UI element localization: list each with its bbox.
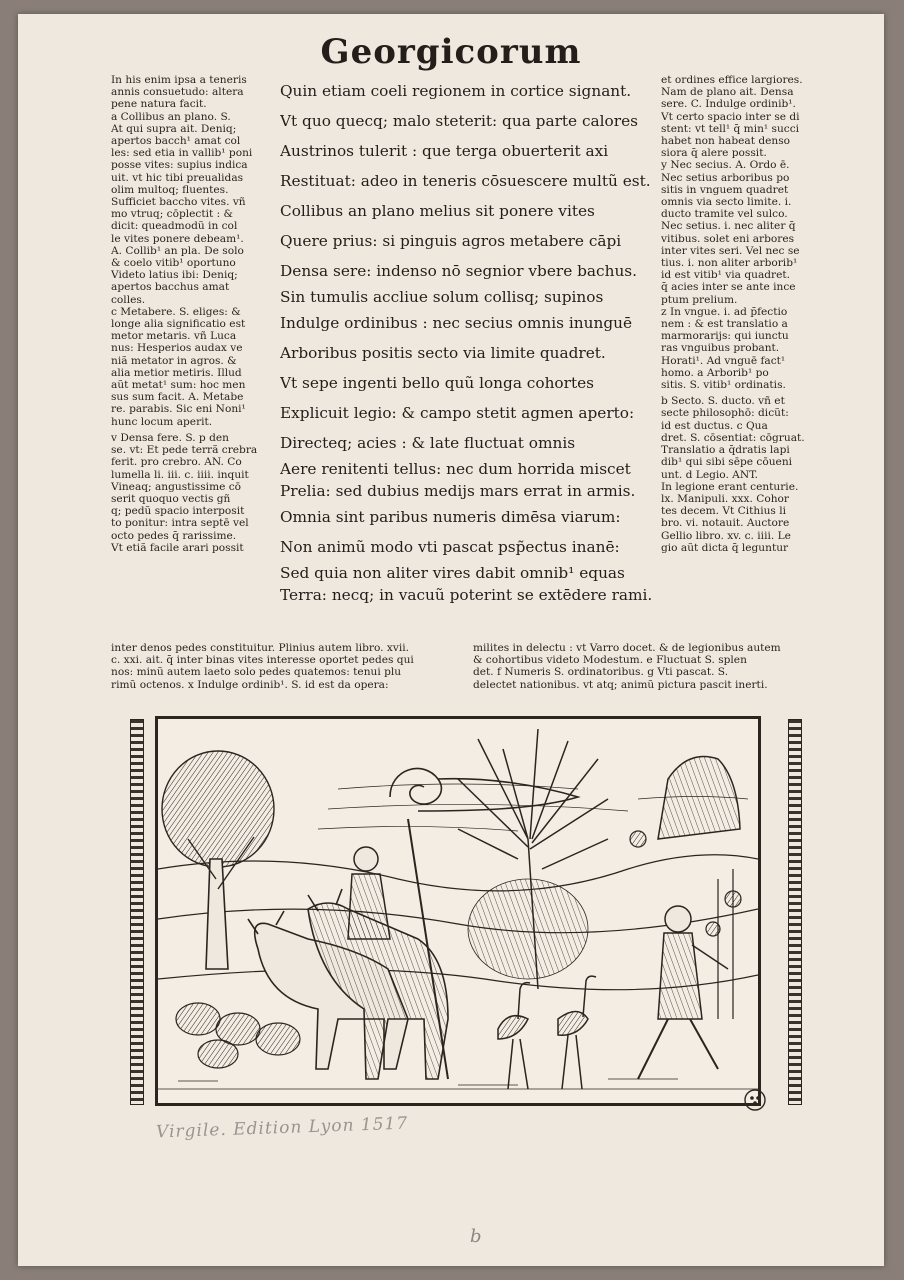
- gloss-line: In legione erant centurie.: [661, 480, 799, 493]
- gloss-line: re. parabis. Sic eni Noni¹: [111, 403, 246, 416]
- left-gloss-column: [111, 74, 269, 554]
- verse-line: Densa sere: indenso nō segnior vbere bachus.: [280, 262, 638, 280]
- gloss-line: tes decem. Vt Cithius li: [661, 505, 787, 518]
- gloss-line: dicit: queadmodũ in col: [111, 220, 238, 233]
- verse-line: Prelia: sed dubius medijs mars errat in armis.: [280, 482, 636, 500]
- gloss-line: unt. d Legio. ANT.: [661, 468, 758, 481]
- woodcut-illustration: [155, 716, 761, 1106]
- gloss-line: q; pedũ spacio interposit: [111, 505, 245, 518]
- gloss-line: c Metabere. S. eliges: &: [111, 305, 241, 318]
- gloss-line: v Densa fere. S. p den: [111, 431, 229, 444]
- gloss-line: olim multoq; fluentes.: [111, 183, 229, 196]
- gloss-line: & cohortibus videto Modestum. e Fluctuat S. splen: [473, 654, 747, 667]
- gloss-line: c. xxi. ait. q̄ inter binas vites interesse oportet pedes qui: [111, 654, 414, 667]
- gloss-line: Nec setius arboribus po: [661, 171, 790, 184]
- verse-line: Terra: necq; in vacuũ poterint se extēdere rami.: [280, 586, 653, 604]
- verse-line: Quere prius: si pinguis agros metabere cāpi: [280, 232, 622, 250]
- verse-column: [280, 76, 658, 606]
- gloss-line: apertos bacch¹ amat col: [111, 135, 241, 148]
- verse-line: Omnia sint paribus numeris dimēsa viarum:: [280, 508, 621, 526]
- verse-line: Aere renitenti tellus: nec dum horrida miscet: [280, 460, 631, 478]
- gloss-line: octo pedes q̄ rarissime.: [111, 529, 237, 542]
- gloss-line: sitis. S. vitib¹ ordinatis.: [661, 379, 786, 392]
- gloss-line: & coelo vitib¹ oportuno: [111, 257, 236, 270]
- gloss-line: b Secto. S. ducto. vñ et: [661, 395, 785, 408]
- gloss-line: to ponitur: intra septē vel: [111, 517, 249, 530]
- gloss-line: bro. vi. notauit. Auctore: [661, 517, 790, 530]
- gloss-line: sus sum facit. A. Metabe: [111, 391, 244, 404]
- gloss-line: alia metior metiris. Illud: [111, 366, 242, 379]
- gloss-line: hunc locum aperit.: [111, 415, 213, 428]
- verse-line: Collibus an plano melius sit ponere vites: [280, 202, 595, 220]
- pencil-mark: b: [470, 1226, 482, 1247]
- gloss-line: ferit. pro crebro. AN. Co: [111, 456, 242, 469]
- gloss-line: habet non habeat denso: [661, 135, 791, 148]
- gloss-line: posse vites: supius indica: [111, 159, 248, 172]
- verse-line: Vt quo quecq; malo steterit: qua parte calores: [280, 112, 638, 130]
- gloss-line: inter vites seri. Vel nec se: [661, 244, 800, 257]
- verse-line: Explicuit legio: & campo stetit agmen aperto:: [280, 404, 635, 422]
- gloss-line: Horati¹. Ad vnguē fact¹: [661, 354, 786, 367]
- gloss-line: le vites ponere debeam¹.: [111, 232, 244, 245]
- verse-line: Restituat: adeo in teneris cōsuescere multũ est.: [280, 172, 651, 190]
- verse-line: Vt sepe ingenti bello quũ longa cohortes: [280, 374, 594, 392]
- gloss-line: Videto latius ibi: Deniq;: [111, 269, 238, 282]
- gloss-line: siora q̄ alere possit.: [661, 147, 767, 160]
- gloss-line: inter denos pedes constituitur. Plinius autem libro. xvii.: [111, 642, 410, 654]
- pencil-annotation: Virgile. Edition Lyon 1517: [155, 1113, 409, 1143]
- gloss-line: lx. Manipuli. xxx. Cohor: [661, 492, 789, 505]
- right-border-strip: [788, 719, 802, 1105]
- gloss-line: secte philosophō: dicũt:: [661, 407, 789, 420]
- gloss-line: A. Collib¹ an pla. De solo: [111, 244, 244, 257]
- central-plant: [458, 729, 608, 989]
- gloss-line: sitis in vnguem quadret: [661, 183, 789, 196]
- gloss-line: colles.: [111, 293, 146, 306]
- verse-line: Non animũ modo vti pascat psp̃ectus inanē:: [280, 538, 620, 556]
- gloss-line: ducto tramite vel sulco.: [661, 208, 788, 221]
- gloss-line: homo. a Arborib¹ po: [661, 366, 769, 379]
- verse-line: Directeq; acies : & late fluctuat omnis: [280, 434, 576, 452]
- gloss-line: Vineaq; angustissime cō: [111, 480, 242, 493]
- gloss-line: aũt metat¹ sum: hoc men: [111, 379, 246, 392]
- gloss-line: gio aũt dicta q̄ leguntur: [661, 541, 789, 554]
- gloss-line: Nec setius. i. nec aliter q̄: [661, 220, 796, 233]
- gloss-line: Nam de plano ait. Densa: [661, 86, 794, 99]
- verse-line: Sed quia non aliter vires dabit omnib¹ equas: [280, 564, 625, 582]
- verse-line: Quin etiam coeli regionem in cortice signant.: [280, 82, 632, 100]
- gloss-line: ptum prelium.: [661, 293, 738, 306]
- gloss-line: uit. vt hic tibi preualidas: [111, 171, 244, 184]
- gloss-line: q̄ acies inter se ante ince: [661, 281, 796, 294]
- gloss-line: Sufficiet baccho vites. vñ: [111, 196, 246, 209]
- gloss-line: longe alia significatio est: [111, 318, 246, 331]
- verse-line: Sin tumulis accliue solum collisq; supinos: [280, 288, 604, 306]
- gloss-line: y Nec secius. A. Ordo ē.: [661, 159, 790, 172]
- gloss-line: pene natura facit.: [111, 98, 207, 111]
- gloss-line: nem : & est translatio a: [661, 318, 788, 331]
- gloss-line: det. f Numeris S. ordinatoribus. g Vti pascat. S.: [473, 666, 729, 679]
- gloss-line: vitibus. solet eni arbores: [661, 232, 795, 245]
- gloss-line: apertos bacchus amat: [111, 281, 230, 294]
- running-head: Georgicorum: [320, 32, 582, 72]
- left-border-strip: [130, 719, 144, 1105]
- gloss-line: et ordines effice largiores.: [661, 74, 803, 86]
- gloss-line: id est vitib¹ via quadret.: [661, 269, 790, 282]
- book-leaf: [18, 14, 884, 1266]
- gloss-line: les: sed etia in vallib¹ poni: [111, 147, 253, 160]
- gloss-line: dret. S. cōsentiat: cōgruat.: [661, 431, 805, 444]
- rock-outcrop: [658, 757, 740, 840]
- gloss-line: dib¹ qui sibi sēpe cōueni: [661, 456, 793, 469]
- gloss-line: niã metator in agros. &: [111, 354, 237, 367]
- gloss-line: Vt certo spacio inter se di: [661, 110, 800, 123]
- sheep-flock: [176, 1003, 300, 1068]
- gloss-line: Vt etiã facile arari possit: [111, 541, 244, 554]
- gloss-line: delectet nationibus. vt atq; animũ pictura pascit inerti.: [473, 678, 768, 691]
- gloss-line: Translatio a q̄dratis lapi: [661, 444, 790, 457]
- gloss-line: lumella li. iii. c. iiii. inquit: [111, 468, 249, 481]
- gloss-line: id est ductus. c Qua: [661, 419, 768, 432]
- gloss-line: a Collibus an plano. S.: [111, 110, 231, 123]
- gloss-line: se. vt: Et pede terrã crebra: [111, 444, 258, 457]
- gloss-line: rimũ octenos. x Indulge ordinib¹. S. id est da opera:: [111, 678, 389, 691]
- gloss-line: sere. C. Indulge ordinib¹.: [661, 98, 796, 111]
- gloss-line: z In vngue. i. ad p̄fectio: [661, 305, 788, 318]
- gloss-line: omnis via secto limite. i.: [661, 196, 792, 209]
- verse-line: Indulge ordinibus : nec secius omnis inunguē: [280, 314, 633, 332]
- gloss-line: Gellio libro. xv. c. iiii. Le: [661, 529, 791, 542]
- gloss-line: mo vtruq; cōplectit : &: [111, 208, 233, 221]
- gloss-line: nus: Hesperios audax ve: [111, 342, 243, 355]
- crane-birds: [498, 976, 596, 1089]
- gloss-line: ras vnguibus probant.: [661, 342, 780, 355]
- right-gloss-column: [661, 74, 833, 554]
- ground-hatching: [158, 1079, 758, 1089]
- gloss-line: At qui supra ait. Deniq;: [111, 122, 237, 135]
- woodcut-scene: [158, 719, 758, 1103]
- gloss-line: milites in delectu : vt Varro docet. & de legionibus autem: [473, 642, 781, 654]
- gloss-line: In his enim ipsa a teneris: [111, 74, 247, 86]
- gloss-line: tius. i. non aliter arborib¹: [661, 257, 798, 270]
- gloss-line: nos: minũ autem laeto solo pedes quatemos: tenui plu: [111, 666, 402, 679]
- gloss-line: metor metaris. vñ Luca: [111, 330, 237, 343]
- gloss-line: annis consuetudo: altera: [111, 86, 244, 99]
- bottom-right-gloss: [473, 642, 833, 691]
- gloss-line: marmorarijs: qui iunctu: [661, 330, 789, 343]
- verse-line: Arboribus positis secto via limite quadret.: [280, 344, 606, 362]
- collection-stamp-icon: [744, 1089, 766, 1111]
- gloss-line: stent: vt tell¹ q̄ min¹ succi: [661, 122, 800, 135]
- gloss-line: serit quoquo vectis gñ: [111, 492, 231, 505]
- verse-line: Austrinos tulerit : que terga obuerterit axi: [280, 142, 609, 160]
- bottom-left-gloss: [111, 642, 473, 691]
